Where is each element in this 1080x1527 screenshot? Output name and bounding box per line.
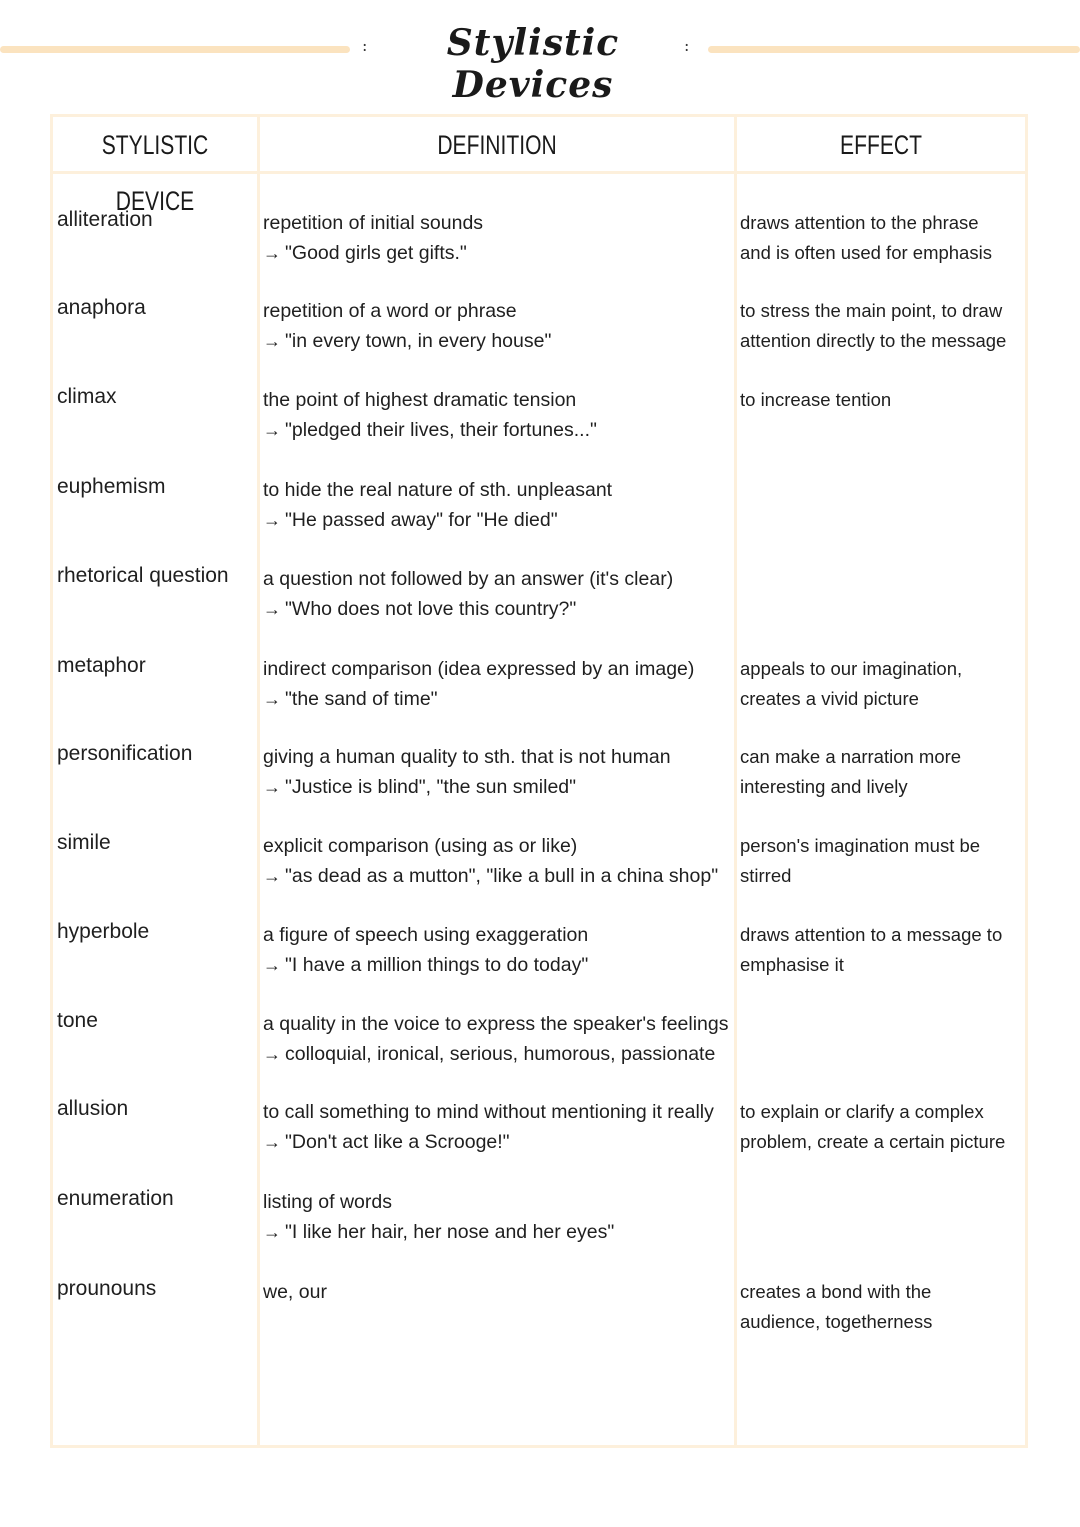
- device-name: climax: [57, 385, 117, 408]
- example-line: [263, 415, 731, 445]
- device-name: simile: [57, 831, 111, 854]
- effect-cell: [740, 208, 1025, 268]
- title-decoration-right: :: [684, 36, 688, 55]
- device-name: hyperbole: [57, 920, 150, 943]
- table-row: [53, 742, 1025, 822]
- device-name: metaphor: [57, 654, 146, 677]
- definition-cell: [263, 208, 731, 268]
- definition-cell: [263, 831, 731, 891]
- effect-cell: [740, 1097, 1025, 1157]
- definition-text: repetition of initial sounds: [263, 212, 484, 234]
- definition-text: a question not followed by an answer (it's clear): [263, 568, 674, 590]
- device-name: anaphora: [57, 296, 146, 319]
- effect-cell: [740, 1277, 1025, 1337]
- definition-text: to call something to mind without mentioning it really: [263, 1101, 714, 1123]
- title-underline-left: [0, 46, 350, 53]
- definition-text: the point of highest dramatic tension: [263, 389, 577, 411]
- effect-cell: [740, 385, 1025, 415]
- effect-text: appeals to our imagination,: [740, 658, 963, 679]
- definition-cell: [263, 475, 731, 535]
- example-text: "in every town, in every house": [285, 330, 552, 352]
- header-definition: DEFINITION: [437, 130, 557, 160]
- example-text: "I like her hair, her nose and her eyes": [285, 1221, 615, 1243]
- example-line: [263, 1039, 731, 1069]
- example-text: "Good girls get gifts.": [285, 242, 467, 264]
- table-row: [53, 654, 1025, 734]
- effect-text: creates a bond with the: [740, 1281, 932, 1302]
- effect-text: emphasise it: [740, 954, 844, 975]
- effect-text: attention directly to the message: [740, 330, 1007, 351]
- table-row: [53, 1187, 1025, 1267]
- definition-text: explicit comparison (using as or like): [263, 835, 578, 857]
- definition-text: repetition of a word or phrase: [263, 300, 517, 322]
- effect-text: audience, togetherness: [740, 1311, 933, 1332]
- arrow-right-icon: →: [263, 420, 281, 440]
- device-name: personification: [57, 742, 193, 765]
- example-line: [263, 238, 731, 268]
- definition-cell: [263, 1187, 731, 1247]
- effect-text: stirred: [740, 865, 792, 886]
- effect-text: draws attention to a message to: [740, 924, 1003, 945]
- example-text: "the sand of time": [285, 688, 438, 710]
- arrow-right-icon: →: [263, 777, 281, 797]
- page-title: Stylistic Devices: [446, 22, 620, 106]
- arrow-right-icon: →: [263, 243, 281, 263]
- definition-cell: [263, 1009, 731, 1069]
- table-row: [53, 564, 1025, 644]
- definition-text: we, our: [263, 1281, 327, 1303]
- arrow-right-icon: →: [263, 1222, 281, 1242]
- definition-text: a quality in the voice to express the speaker's feelings: [263, 1013, 729, 1035]
- effect-text: to stress the main point, to draw: [740, 300, 1003, 321]
- example-text: "as dead as a mutton", "like a bull in a china shop": [285, 865, 719, 887]
- table-row: [53, 831, 1025, 911]
- example-text: "Justice is blind", "the sun smiled": [285, 776, 577, 798]
- definition-cell: [263, 1277, 731, 1307]
- title-bar: [0, 22, 1080, 106]
- arrow-right-icon: →: [263, 955, 281, 975]
- title-underline-right: [708, 46, 1080, 53]
- definition-cell: [263, 742, 731, 802]
- effect-text: to explain or clarify a complex: [740, 1101, 984, 1122]
- effect-cell: [740, 654, 1025, 714]
- effect-text: problem, create a certain picture: [740, 1131, 1006, 1152]
- arrow-right-icon: →: [263, 599, 281, 619]
- arrow-right-icon: →: [263, 331, 281, 351]
- definition-text: listing of words: [263, 1191, 392, 1213]
- effect-text: can make a narration more: [740, 746, 962, 767]
- definition-text: to hide the real nature of sth. unpleasant: [263, 479, 613, 501]
- definition-cell: [263, 1097, 731, 1157]
- device-name: allusion: [57, 1097, 129, 1120]
- table-row: [53, 1009, 1025, 1089]
- table-row: [53, 1097, 1025, 1177]
- header-divider: [53, 171, 1025, 174]
- definition-cell: [263, 654, 731, 714]
- definition-cell: [263, 385, 731, 445]
- effect-text: creates a vivid picture: [740, 688, 919, 709]
- header-stylistic-device: STYLISTIC DEVICE: [101, 130, 209, 216]
- example-line: [263, 1217, 731, 1247]
- device-name: rhetorical question: [57, 564, 229, 587]
- definition-text: giving a human quality to sth. that is not human: [263, 746, 671, 768]
- example-text: "Who does not love this country?": [285, 598, 577, 620]
- table-row: [53, 208, 1025, 288]
- example-text: "pledged their lives, their fortunes...": [285, 419, 597, 441]
- example-line: [263, 1127, 731, 1157]
- example-text: "He passed away" for "He died": [285, 509, 558, 531]
- example-line: [263, 950, 731, 980]
- example-line: [263, 684, 731, 714]
- device-name: tone: [57, 1009, 98, 1032]
- effect-cell: [740, 742, 1025, 802]
- definition-text: a figure of speech using exaggeration: [263, 924, 589, 946]
- device-name: prounouns: [57, 1277, 157, 1300]
- example-line: [263, 326, 731, 356]
- example-line: [263, 772, 731, 802]
- example-line: [263, 861, 731, 891]
- header-effect: EFFECT: [840, 130, 922, 160]
- definition-cell: [263, 564, 731, 624]
- effect-cell: [740, 296, 1025, 356]
- effect-text: interesting and lively: [740, 776, 908, 797]
- arrow-right-icon: →: [263, 866, 281, 886]
- effect-text: person's imagination must be: [740, 835, 981, 856]
- effect-text: and is often used for emphasis: [740, 242, 992, 263]
- table-row: [53, 1277, 1025, 1357]
- arrow-right-icon: →: [263, 689, 281, 709]
- arrow-right-icon: →: [263, 1044, 281, 1064]
- example-text: "I have a million things to do today": [285, 954, 589, 976]
- device-name: enumeration: [57, 1187, 174, 1210]
- arrow-right-icon: →: [263, 1132, 281, 1152]
- example-text: colloquial, ironical, serious, humorous, passionate: [285, 1043, 716, 1065]
- example-line: [263, 594, 731, 624]
- table-row: [53, 475, 1025, 555]
- device-name: alliteration: [57, 208, 153, 231]
- table-row: [53, 920, 1025, 1000]
- stylistic-devices-table: [50, 114, 1028, 1448]
- definition-text: indirect comparison (idea expressed by an image): [263, 658, 695, 680]
- effect-cell: [740, 920, 1025, 980]
- arrow-right-icon: →: [263, 510, 281, 530]
- example-text: "Don't act like a Scrooge!": [285, 1131, 510, 1153]
- title-decoration-left: :: [362, 36, 366, 55]
- effect-text: draws attention to the phrase: [740, 212, 979, 233]
- definition-cell: [263, 920, 731, 980]
- example-line: [263, 505, 731, 535]
- definition-cell: [263, 296, 731, 356]
- effect-text: to increase tention: [740, 389, 892, 410]
- table-row: [53, 385, 1025, 465]
- table-row: [53, 296, 1025, 376]
- effect-cell: [740, 831, 1025, 891]
- device-name: euphemism: [57, 475, 166, 498]
